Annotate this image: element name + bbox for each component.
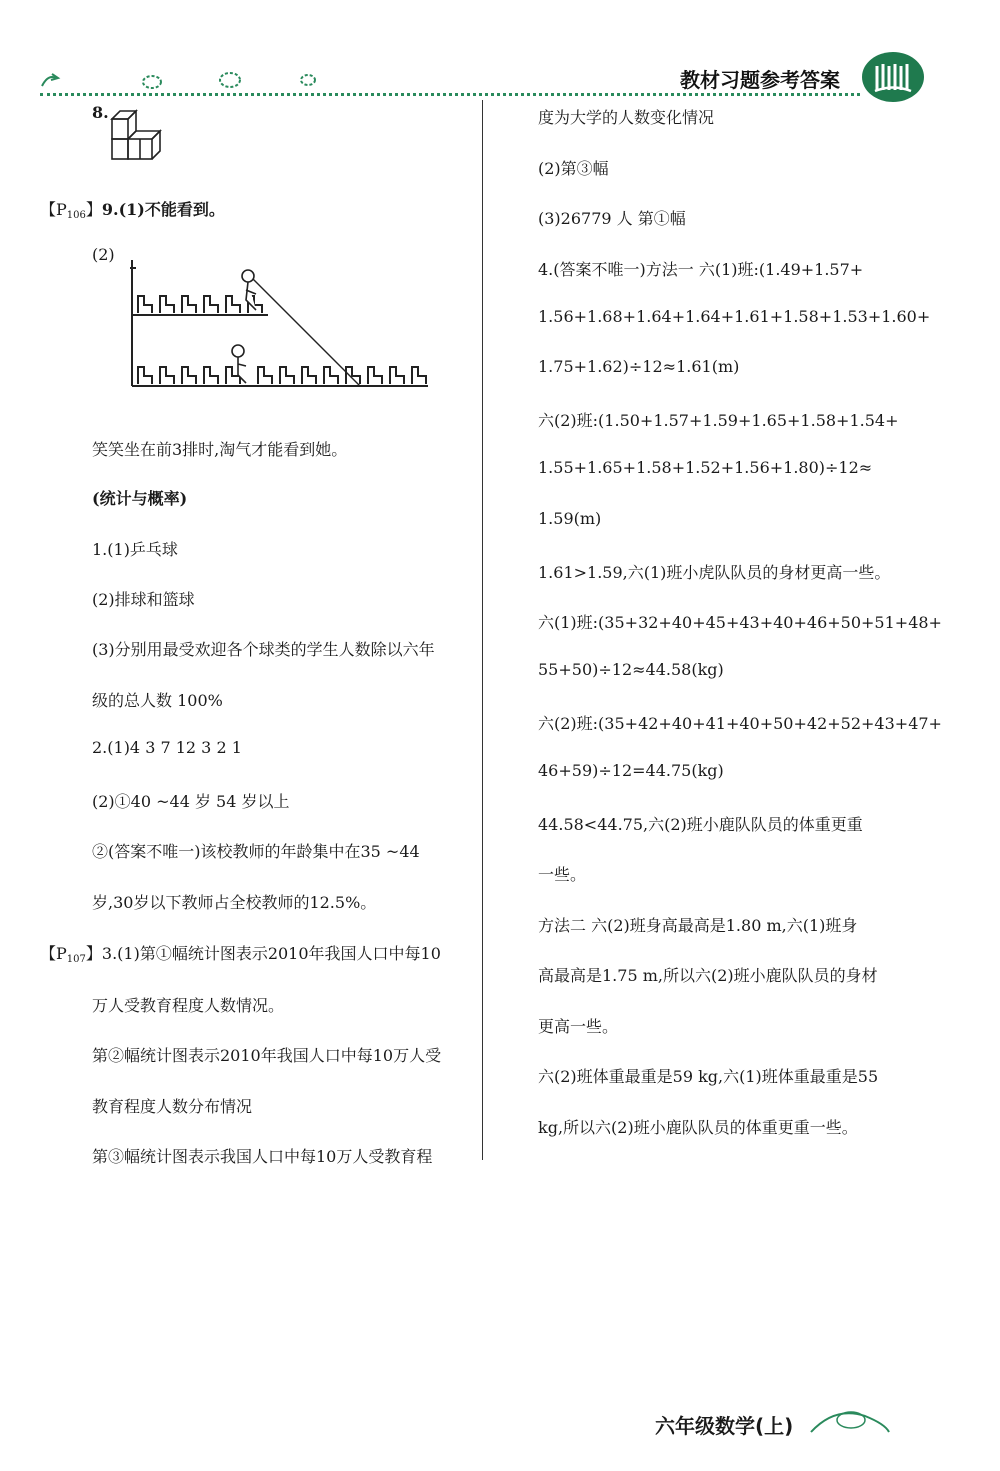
- q9-part2-label: (2): [92, 245, 115, 264]
- q9-page-sub: 106: [66, 210, 86, 221]
- section-title: (统计与概率): [92, 489, 188, 508]
- left-line: 2.(1)4 3 7 12 3 2 1: [92, 738, 242, 757]
- left-column: [40, 0, 480, 1200]
- left-line: (3)分别用最受欢迎各个球类的学生人数除以六年: [92, 640, 435, 659]
- right-line: 六(2)班:(1.50+1.57+1.59+1.65+1.58+1.54+: [538, 411, 899, 430]
- left-line: 教育程度人数分布情况: [92, 1097, 253, 1116]
- left-line: 岁,30岁以下教师占全校教师的12.5%。: [92, 893, 377, 912]
- q3-page-sub: 107: [66, 954, 86, 965]
- right-line: 方法二 六(2)班身高最高是1.80 m,六(1)班身: [538, 916, 858, 935]
- right-line: 4.(答案不唯一)方法一 六(1)班:(1.49+1.57+: [538, 260, 864, 279]
- right-line: 1.59(m): [538, 509, 602, 528]
- left-line: (2)排球和篮球: [92, 590, 195, 609]
- right-line: 更高一些。: [538, 1017, 619, 1036]
- q9-line: 【$P_{106}$】9.(1)不能看到。: [40, 200, 225, 221]
- left-line: ②(答案不唯一)该校教师的年龄集中在35 ~44: [92, 842, 420, 861]
- right-line: 1.75+1.62)÷12≈1.61(m): [538, 357, 740, 376]
- right-line: (3)26779 人 第①幅: [538, 209, 686, 228]
- left-line: 第③幅统计图表示我国人口中每10万人受教育程: [92, 1147, 433, 1166]
- right-line: 六(1)班:(35+32+40+45+43+40+46+50+51+48+: [538, 613, 942, 632]
- footer-decoration: [805, 1402, 895, 1438]
- right-line: 1.55+1.65+1.58+1.52+1.56+1.80)÷12≈: [538, 458, 873, 477]
- left-line: 级的总人数 100%: [92, 691, 223, 710]
- right-line: (2)第③幅: [538, 159, 609, 178]
- left-line: 第②幅统计图表示2010年我国人口中每10万人受: [92, 1046, 442, 1065]
- right-line: 六(2)班体重最重是59 kg,六(1)班体重最重是55: [538, 1067, 879, 1086]
- right-line: kg,所以六(2)班小鹿队队员的体重更重一些。: [538, 1118, 858, 1137]
- right-line: 55+50)÷12≈44.58(kg): [538, 660, 724, 679]
- right-line: 度为大学的人数变化情况: [538, 108, 715, 127]
- q3-line: 【$P_{107}$】3.(1)第①幅统计图表示2010年我国人口中每10: [40, 944, 441, 965]
- right-line: 46+59)÷12=44.75(kg): [538, 761, 724, 780]
- right-line: 六(2)班:(35+42+40+41+40+50+42+52+43+47+: [538, 714, 942, 733]
- left-line: 1.(1)乒乓球: [92, 540, 178, 559]
- left-line: (2)①40 ~44 岁 54 岁以上: [92, 792, 290, 811]
- seating-sightline-figure: [128, 258, 473, 390]
- q9-page-ref: P: [56, 200, 67, 219]
- right-line: 高最高是1.75 m,所以六(2)班小鹿队队员的身材: [538, 966, 878, 985]
- right-line: 一些。: [538, 865, 587, 884]
- q3-text: 3.(1)第①幅统计图表示2010年我国人口中每10: [101, 944, 441, 963]
- cube-stack-figure: [108, 103, 164, 163]
- right-line: 44.58<44.75,六(2)班小鹿队队员的体重更重: [538, 815, 863, 834]
- column-divider: [482, 100, 483, 1160]
- header-title: 教材习题参考答案: [680, 68, 840, 92]
- q9-conclusion: 笑笑坐在前3排时,淘气才能看到她。: [92, 440, 348, 459]
- q3-page-ref: P: [56, 944, 67, 963]
- right-line: 1.61>1.59,六(1)班小虎队队员的身材更高一些。: [538, 563, 891, 582]
- left-line: 万人受教育程度人数情况。: [92, 996, 285, 1015]
- q8-label: 8.: [92, 103, 109, 122]
- right-line: 1.56+1.68+1.64+1.64+1.61+1.58+1.53+1.60+: [538, 307, 931, 326]
- q9-text: 9.(1)不能看到。: [101, 200, 225, 219]
- footer-title: 六年级数学(上): [655, 1414, 794, 1438]
- right-column: [538, 0, 978, 1200]
